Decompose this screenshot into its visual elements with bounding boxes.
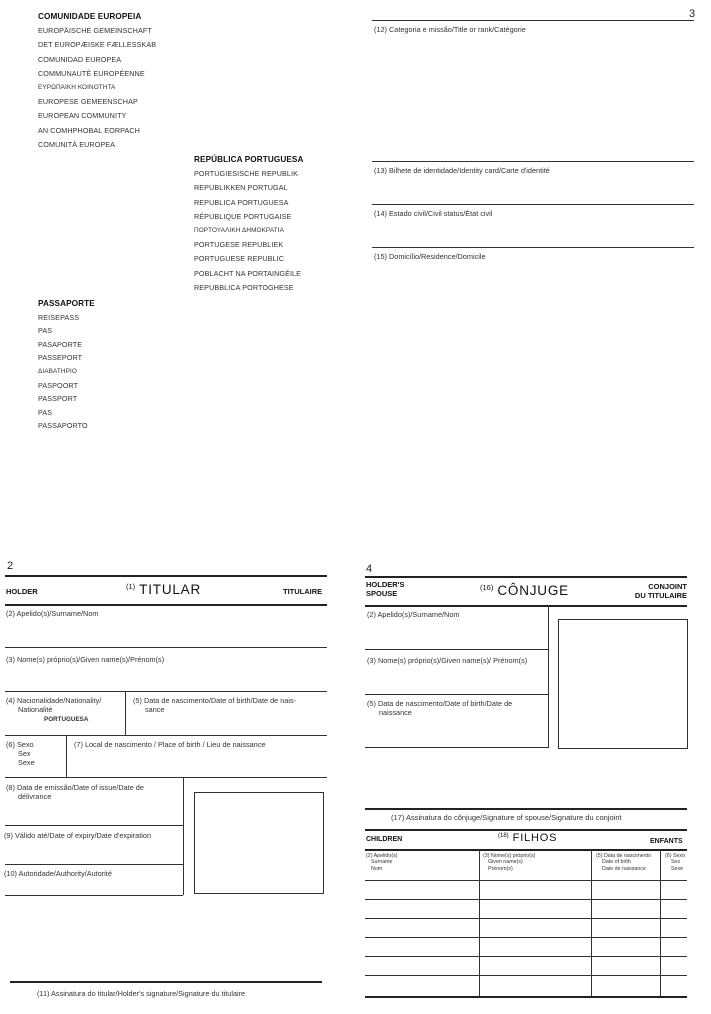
passport-item: REISEPASS bbox=[38, 312, 80, 322]
republic-item: ΠΟΡΤΟΥΑΛΙΚΗ ΔΗΜΟΚΡΑΤΙΑ bbox=[194, 227, 284, 235]
holder-pob-field[interactable]: (7) Local de nascimento / Place of birth / Lieu de naissance bbox=[74, 740, 266, 749]
passport-item: PASSAPORTO bbox=[38, 421, 88, 431]
spouse-title-pt: CÔNJUGE bbox=[497, 583, 569, 598]
holder-authority-field[interactable]: (10) Autoridade/Authority/Autorité bbox=[4, 869, 112, 878]
spouse-section-title bbox=[480, 583, 569, 598]
children-table-row[interactable] bbox=[365, 956, 687, 957]
divider bbox=[5, 777, 327, 778]
passport-item: PAS bbox=[38, 326, 53, 336]
spouse-signature-field[interactable]: (17) Assinatura do cônjuge/Signature of spouse/Signature du conjoint bbox=[391, 813, 622, 822]
section-number: (18) bbox=[498, 833, 509, 839]
community-item: COMUNIDAD EUROPEA bbox=[38, 54, 122, 64]
divider bbox=[5, 864, 183, 865]
col-label: Sexe bbox=[671, 865, 684, 872]
divider bbox=[5, 691, 327, 692]
children-title-pt: FILHOS bbox=[512, 832, 558, 844]
section-number: (16) bbox=[480, 583, 494, 592]
community-item: COMMUNAUTÉ EUROPÉENNE bbox=[38, 68, 145, 78]
divider bbox=[365, 649, 548, 650]
nationality-label-fr: Nationalité bbox=[18, 705, 53, 714]
col-label: (6) Sexo bbox=[665, 853, 686, 859]
divider bbox=[365, 694, 548, 695]
community-item: EUROPESE GEMEENSCHAP bbox=[38, 97, 138, 107]
page-number-2: 2 bbox=[7, 560, 14, 572]
divider bbox=[365, 605, 687, 607]
col-label: Given name(s) bbox=[488, 859, 523, 866]
divider bbox=[372, 204, 694, 205]
divider bbox=[5, 647, 327, 648]
holder-given-names-field[interactable]: (3) Nome(s) próprio(s)/Given name(s)/Prénom(s) bbox=[6, 655, 165, 664]
divider bbox=[5, 825, 183, 826]
divider bbox=[125, 691, 126, 735]
community-item: AN COMHPHOBAL EORPACH bbox=[38, 125, 140, 135]
col-label: Sex bbox=[671, 859, 681, 866]
residence-field[interactable]: (15) Domicílio/Residence/Domicile bbox=[374, 252, 486, 261]
community-heading: COMUNIDADE EUROPEIA bbox=[38, 12, 142, 21]
divider bbox=[372, 161, 694, 162]
holder-nationality-field[interactable] bbox=[6, 696, 124, 724]
passport-heading: PASSAPORTE bbox=[38, 299, 95, 308]
col-label: (3) Nome(s) próprio(s) bbox=[483, 853, 536, 859]
spouse-dob-label-cont: naissance bbox=[379, 708, 412, 717]
col-label: Surname bbox=[371, 859, 393, 866]
spouse-dob-field[interactable] bbox=[367, 699, 547, 717]
republic-heading: REPÚBLICA PORTUGUESA bbox=[194, 155, 304, 164]
divider bbox=[365, 849, 687, 851]
holder-sex-field[interactable] bbox=[6, 740, 66, 767]
spouse-label-en-1: HOLDER'S bbox=[366, 580, 405, 589]
community-names-list bbox=[38, 10, 156, 152]
nationality-value: PORTUGUESA bbox=[44, 716, 89, 723]
divider bbox=[5, 895, 183, 896]
col-label: Prénom(s) bbox=[488, 865, 513, 872]
divider bbox=[5, 575, 327, 577]
holder-expiry-field[interactable]: (9) Válido até/Date of expiry/Date d'expiration bbox=[4, 831, 152, 840]
children-table-row[interactable] bbox=[365, 937, 687, 938]
children-table-row[interactable] bbox=[365, 918, 687, 919]
divider bbox=[183, 777, 184, 895]
divider bbox=[5, 735, 327, 736]
republic-item: POBLACHT NA PORTAINGÉILE bbox=[194, 268, 302, 278]
spouse-surname-field[interactable]: (2) Apelido(s)/Surname/Nom bbox=[367, 610, 460, 619]
republic-item: REPUBBLICA PORTOGHESE bbox=[194, 282, 294, 292]
spouse-given-names-field[interactable]: (3) Nome(s) próprio(s)/Given name(s)/ Prénom(s) bbox=[367, 656, 528, 665]
children-table-bottom bbox=[365, 996, 687, 998]
holder-label-fr: TITULAIRE bbox=[283, 587, 323, 596]
children-col-dob bbox=[596, 853, 651, 872]
signature-line bbox=[365, 808, 687, 810]
republic-item: RÉPUBLIQUE PORTUGAISE bbox=[194, 211, 292, 221]
children-col-surname bbox=[366, 853, 398, 872]
holder-label-en: HOLDER bbox=[6, 587, 38, 596]
passport-item: PAS bbox=[38, 407, 53, 417]
divider bbox=[365, 576, 687, 578]
divider bbox=[372, 247, 694, 248]
holder-issue-date-field[interactable] bbox=[6, 783, 182, 801]
divider bbox=[365, 829, 687, 831]
children-table-row[interactable] bbox=[365, 975, 687, 976]
divider bbox=[372, 20, 694, 21]
issue-label: (8) Data de emissão/Date of issue/Date de bbox=[6, 783, 144, 792]
spouse-label-fr-2: DU TITULAIRE bbox=[634, 591, 687, 600]
divider bbox=[365, 747, 548, 748]
spouse-photo-box[interactable] bbox=[558, 619, 688, 749]
children-col-given-names bbox=[483, 853, 535, 872]
spouse-dob-label: (5) Data de nascimento/Date of birth/Date de bbox=[367, 699, 513, 708]
sex-label-fr: Sexe bbox=[18, 758, 35, 767]
title-rank-field[interactable]: (12) Categoria e missão/Title or rank/Catégorie bbox=[374, 25, 526, 34]
nationality-label: (4) Nacionalidade/Nationality/ bbox=[6, 696, 102, 705]
sex-label-en: Sex bbox=[18, 749, 31, 758]
passport-item: PASSEPORT bbox=[38, 353, 83, 363]
community-item: DET EUROPÆISKE FÆLLESSKAB bbox=[38, 40, 157, 50]
republic-item: PORTUGUESE REPUBLIC bbox=[194, 254, 285, 264]
holder-section-title bbox=[126, 582, 201, 597]
children-col-sex bbox=[665, 853, 689, 872]
passport-names-list bbox=[38, 297, 95, 433]
civil-status-field[interactable]: (14) Estado civil/Civil status/État civil bbox=[374, 209, 493, 218]
community-item: COMUNITÀ EUROPEA bbox=[38, 139, 116, 149]
divider bbox=[548, 605, 549, 748]
identity-card-field[interactable]: (13) Bilhete de identidade/Identity card/Carte d'identité bbox=[374, 166, 550, 175]
children-table-row[interactable] bbox=[365, 899, 687, 900]
dob-label: (5) Data de nascimento/Date of birth/Date de nais- bbox=[133, 696, 297, 705]
spouse-label-fr bbox=[620, 582, 687, 600]
republic-item: REPUBLICA PORTUGUESA bbox=[194, 197, 289, 207]
divider bbox=[66, 735, 67, 777]
community-item: ΕΥΡΩΠΑΙΚΗ ΚΟΙΝΟΤΗΤΑ bbox=[38, 84, 116, 92]
issue-label-cont: délivrance bbox=[18, 792, 52, 801]
dob-label-cont: sance bbox=[145, 705, 165, 714]
spouse-label-en bbox=[366, 580, 404, 598]
page-number-3: 3 bbox=[689, 8, 696, 20]
col-label: Nom bbox=[371, 865, 383, 872]
holder-surname-field[interactable]: (2) Apelido(s)/Surname/Nom bbox=[6, 609, 99, 618]
col-label: (2) Apelido(s) bbox=[366, 853, 398, 859]
community-item: EUROPÄISCHE GEMEINSCHAFT bbox=[38, 26, 152, 36]
divider bbox=[5, 604, 327, 606]
section-number: (1) bbox=[126, 582, 136, 591]
spouse-label-fr-1: CONJOINT bbox=[648, 582, 687, 591]
children-section-title bbox=[498, 832, 557, 844]
children-label-fr: ENFANTS bbox=[650, 838, 683, 845]
holder-title-pt: TITULAR bbox=[139, 582, 202, 597]
spouse-label-en-2: SPOUSE bbox=[366, 589, 398, 598]
passport-item: PASAPORTE bbox=[38, 339, 83, 349]
passport-item: PASSPORT bbox=[38, 394, 78, 404]
col-label: Date of birth bbox=[602, 859, 631, 866]
republic-item: PORTUGIESISCHE REPUBLIK bbox=[194, 169, 299, 179]
holder-signature-field[interactable]: (11) Assinatura do titular/Holder's signature/Signature du titulaire bbox=[37, 989, 246, 998]
children-table-row[interactable] bbox=[365, 880, 687, 881]
col-label: Date de naissance bbox=[602, 865, 646, 872]
page-number-4: 4 bbox=[366, 563, 373, 575]
holder-photo-box[interactable] bbox=[194, 792, 324, 894]
sex-label: (6) Sexo bbox=[6, 740, 34, 749]
children-label-en: CHILDREN bbox=[366, 836, 403, 843]
republic-item: REPUBLIKKEN PORTUGAL bbox=[194, 183, 288, 193]
signature-line bbox=[10, 981, 322, 983]
holder-dob-field[interactable] bbox=[133, 696, 328, 714]
community-item: EUROPEAN COMMUNITY bbox=[38, 111, 127, 121]
passport-item: PASPOORT bbox=[38, 380, 79, 390]
republic-names-list bbox=[194, 153, 304, 295]
col-label: (5) Data de nascimento bbox=[596, 853, 652, 859]
passport-item: ΔΙΑΒΑΤΗΡΙΟ bbox=[38, 367, 77, 375]
republic-item: PORTUGESE REPUBLIEK bbox=[194, 240, 284, 250]
